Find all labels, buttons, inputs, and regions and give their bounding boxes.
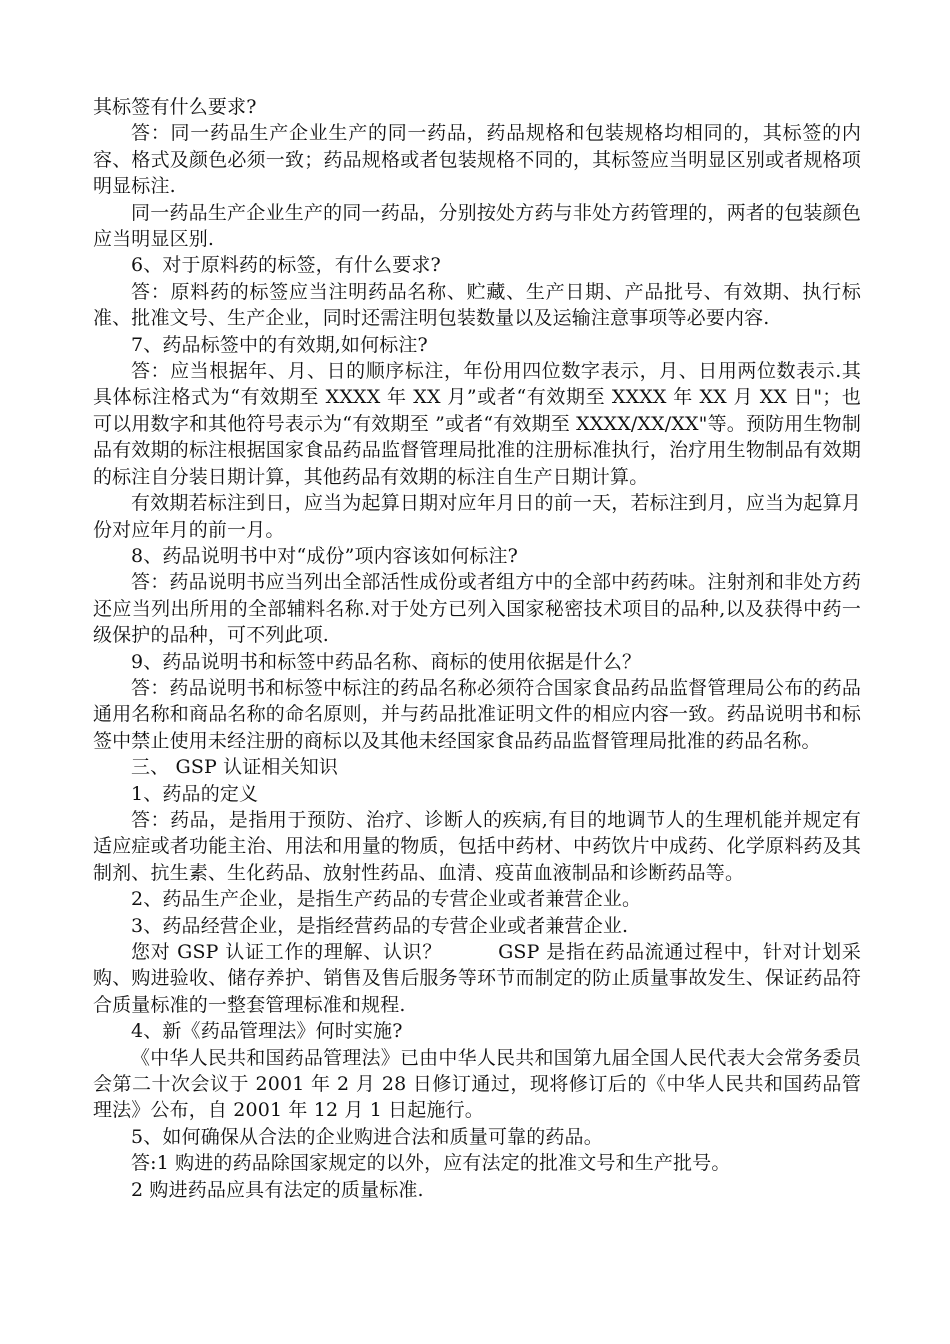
gsp-question: 您对 GSP 认证工作的理解、认识？ <box>131 941 443 963</box>
answer-purchase-1: 答:1 购进的药品除国家规定的以外，应有法定的批准文号和生产批号。 <box>131 1152 731 1175</box>
question-8: 8、药品说明书中对“成份”项内容该如何标注? <box>131 544 519 567</box>
question-drug-definition: 1、药品的定义 <box>131 782 259 805</box>
answer-purchase-2: 2 购进药品应具有法定的质量标准. <box>131 1178 424 1201</box>
section-heading-gsp: 三、 GSP 认证相关知识 <box>131 756 339 779</box>
answer-9: 答：药品说明书和标签中标注的药品名称必须符合国家食品药品监督管理局公布的药品通用名称和商品名称的命名原则，并与药品批准证明文件的相应内容一致。药品说明书和标签中禁止使用未经注册的商标以及其他未经国家食品药品监督管理局批准的药品名称。 <box>93 676 861 752</box>
paragraph-label-requirement-continuation: 其标签有什么要求? <box>93 96 257 118</box>
paragraph-manufacturer-definition: 2、药品生产企业，是指生产药品的专营企业或者兼营企业。 <box>131 888 642 911</box>
answer-6: 答：原料药的标签应当注明药品名称、贮藏、生产日期、产品批号、有效期、执行标准、批准文号、生产企业，同时还需注明包装数量以及运输注意事项等必要内容. <box>93 280 861 330</box>
answer-new-law: 《中华人民共和国药品管理法》已由中华人民共和国第九届全国人民代表大会常务委员会第二十次会议于 2001 年 2 月 28 日修订通过，现将修订后的《中华人民共和国药品管理法》公布，自 2001 年 12 月 1 日起施行。 <box>93 1046 861 1122</box>
paragraph-answer-label-consistency: 答：同一药品生产企业生产的同一药品，药品规格和包装规格均相同的，其标签的内容、格式及颜色必须一致；药品规格或者包装规格不同的，其标签应当明显区别或者规格项明显标注. <box>93 122 861 198</box>
gsp-answer: GSP 是指在药品流通过程中，针对计划采购、购进验收、储存养护、销售及售后服务等环节而制定的防止质量事故发生、保证药品符合质量标准的一整套管理标准和规程. <box>93 941 861 1016</box>
answer-drug-definition: 答：药品，是指用于预防、治疗、诊断人的疾病,有目的地调节人的生理机能并规定有适应症或者功能主治、用法和用量的物质，包括中药材、中药饮片中成药、化学原料药及其制剂、抗生素、生化药品、放射性药品、血清、疫苗血液制品和诊断药品等。 <box>93 808 861 884</box>
question-new-law: 4、新《药品管理法》何时实施? <box>131 1020 403 1043</box>
question-legal-purchase: 5、如何确保从合法的企业购进合法和质量可靠的药品。 <box>131 1125 603 1148</box>
question-6: 6、对于原料药的标签，有什么要求? <box>131 254 441 277</box>
question-7: 7、药品标签中的有效期,如何标注? <box>131 333 428 356</box>
question-9: 9、药品说明书和标签中药品名称、商标的使用依据是什么？ <box>131 650 642 673</box>
document-page <box>93 94 861 1203</box>
paragraph-gsp-understanding <box>93 939 861 1018</box>
paragraph-package-color: 同一药品生产企业生产的同一药品，分别按处方药与非处方药管理的，两者的包装颜色应当明显区别. <box>93 201 861 251</box>
answer-7: 答：应当根据年、月、日的顺序标注，年份用四位数字表示，月、日用两位数表示.其具体标注格式为“有效期至 XXXX 年 XX 月”或者“有效期至 XXXX 年 XX 月 XX 日"；也可以用数字和其他符号表示为“有效期至 ”或者“有效期至 XXXX/XX/XX"等。预防用生物制品有效期的标注根据国家食品药品监督管理局批准的注册标准执行，治疗用生物制品有效期的标注自分装日期计算，其他药品有效期的标注自生产日期计算。 <box>93 360 861 488</box>
answer-8: 答：药品说明书应当列出全部活性成份或者组方中的全部中药药味。注射剂和非处方药还应当列出所用的全部辅料名称.对于处方已列入国家秘密技术项目的品种,以及获得中药一级保护的品种，可不列此项. <box>93 571 861 647</box>
paragraph-expiry-rule: 有效期若标注到日，应当为起算日期对应年月日的前一天，若标注到月，应当为起算月份对应年月的前一月。 <box>93 492 861 541</box>
paragraph-distributor-definition: 3、药品经营企业，是指经营药品的专营企业或者兼营企业. <box>131 914 629 937</box>
